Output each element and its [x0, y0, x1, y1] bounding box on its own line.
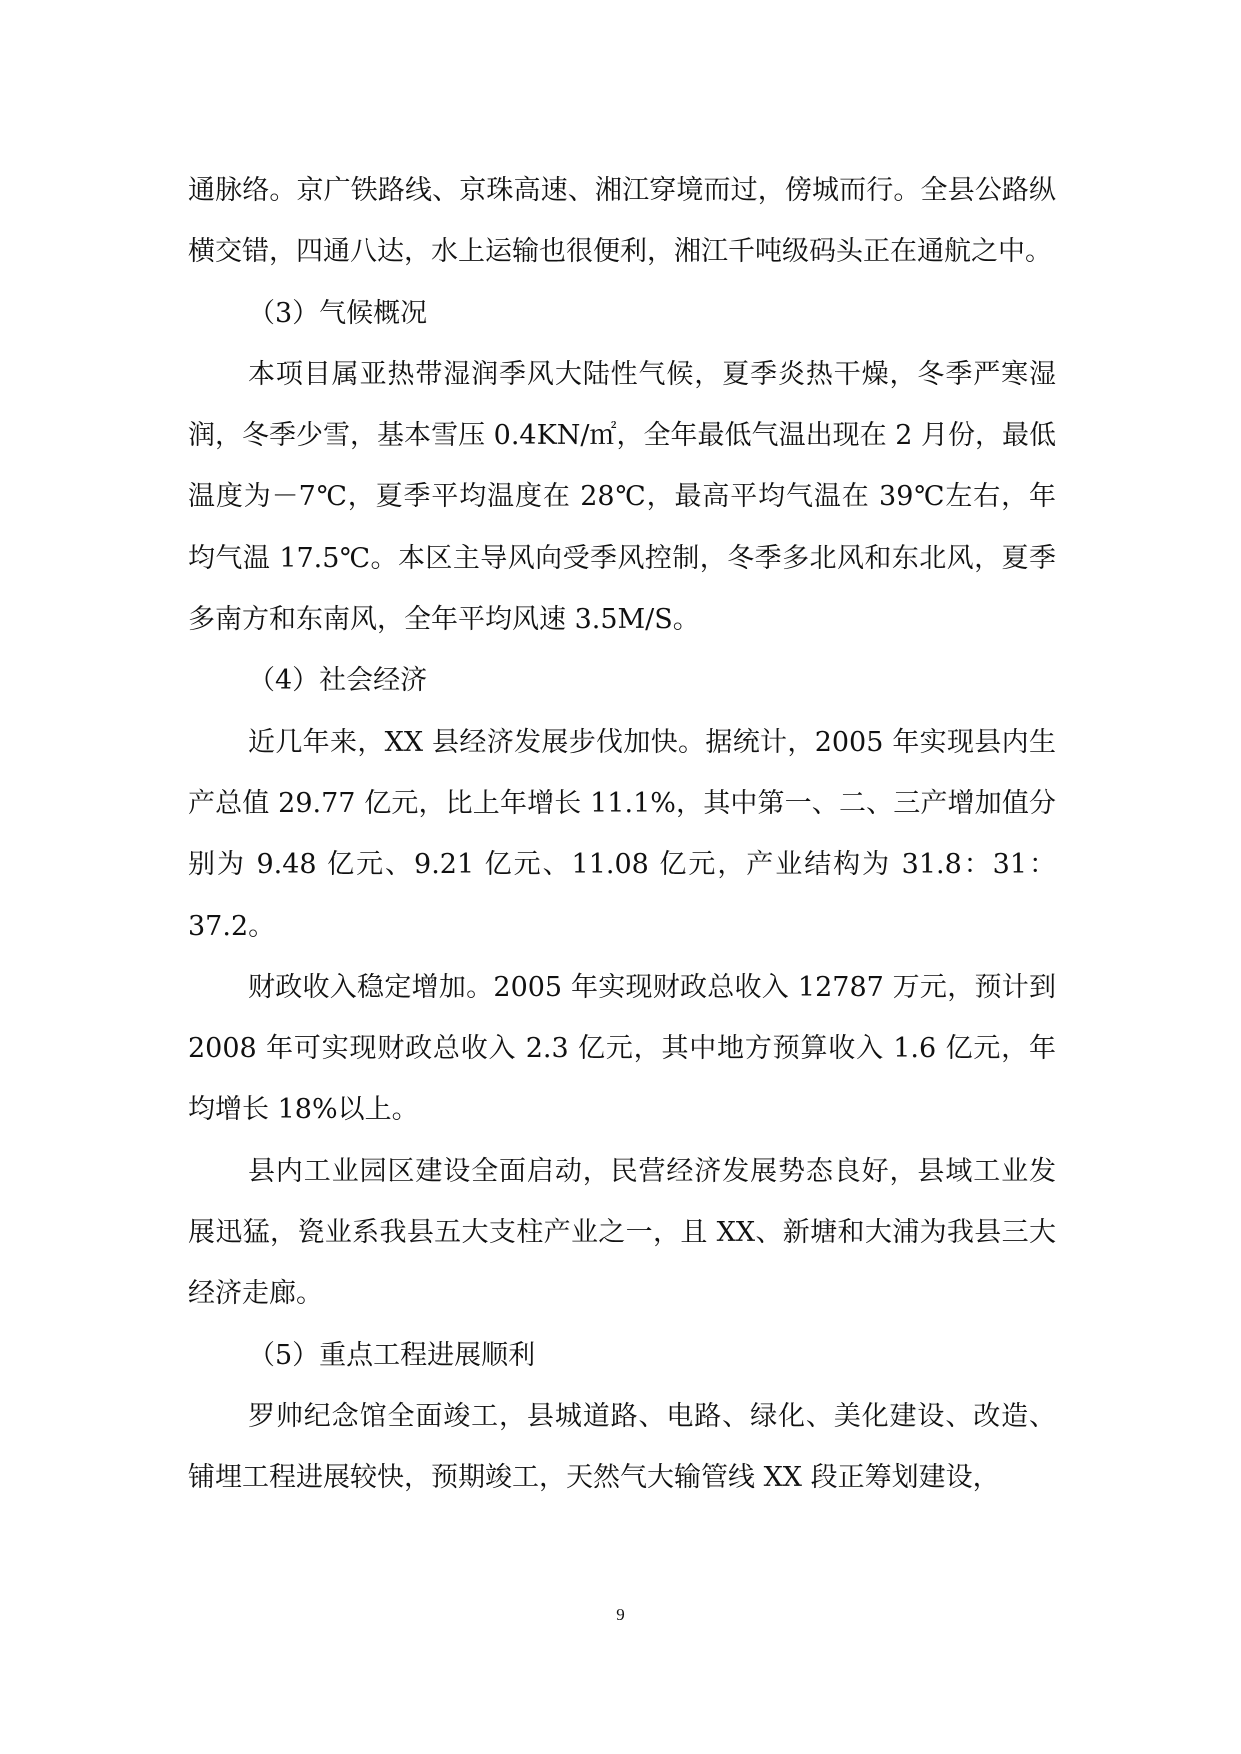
paragraph-climate: 本项目属亚热带湿润季风大陆性气候，夏季炎热干燥，冬季严寒湿润，冬季少雪，基本雪压 0.4KN/㎡，全年最低气温出现在 2 月份，最低温度为－7℃，夏季平均温度在 28℃，最高平均气温在 39℃左右，年均气温 17.5℃。本区主导风向受季风控制，冬季多北风和东北风，夏季多南方和东南风，全年平均风速 3.5M/S。 — [188, 358, 1056, 636]
section-heading-economy: （4）社会经济 — [248, 665, 428, 697]
section-heading-climate: （3）气候概况 — [248, 297, 428, 329]
section-heading-key-projects: （5）重点工程进展顺利 — [248, 1339, 536, 1371]
paragraph-fiscal-revenue: 财政收入稳定增加。2005 年实现财政总收入 12787 万元，预计到 2008 年可实现财政总收入 2.3 亿元，其中地方预算收入 1.6 亿元，年均增长 18%以上。 — [188, 971, 1056, 1126]
paragraph-transport-continued: 通脉络。京广铁路线、京珠高速、湘江穿境而过，傍城而行。全县公路纵横交错，四通八达，水上运输也很便利，湘江千吨级码头正在通航之中。 — [188, 175, 1056, 268]
paragraph-industry: 县内工业园区建设全面启动，民营经济发展势态良好，县域工业发展迅猛，瓷业系我县五大支柱产业之一，且 XX、新塘和大浦为我县三大经济走廊。 — [188, 1155, 1056, 1310]
paragraph-key-projects: 罗帅纪念馆全面竣工，县城道路、电路、绿化、美化建设、改造、铺埋工程进展较快，预期竣工，天然气大输管线 XX 段正筹划建设， — [188, 1400, 1056, 1494]
body-text — [188, 160, 1056, 1509]
page-number: 9 — [616, 1605, 625, 1624]
paragraph-economy-gdp: 近几年来，XX 县经济发展步伐加快。据统计，2005 年实现县内生产总值 29.77 亿元，比上年增长 11.1%，其中第一、二、三产增加值分别为 9.48 亿元、9.21 亿元、11.08 亿元，产业结构为 31.8：31：37.2。 — [188, 726, 1056, 942]
